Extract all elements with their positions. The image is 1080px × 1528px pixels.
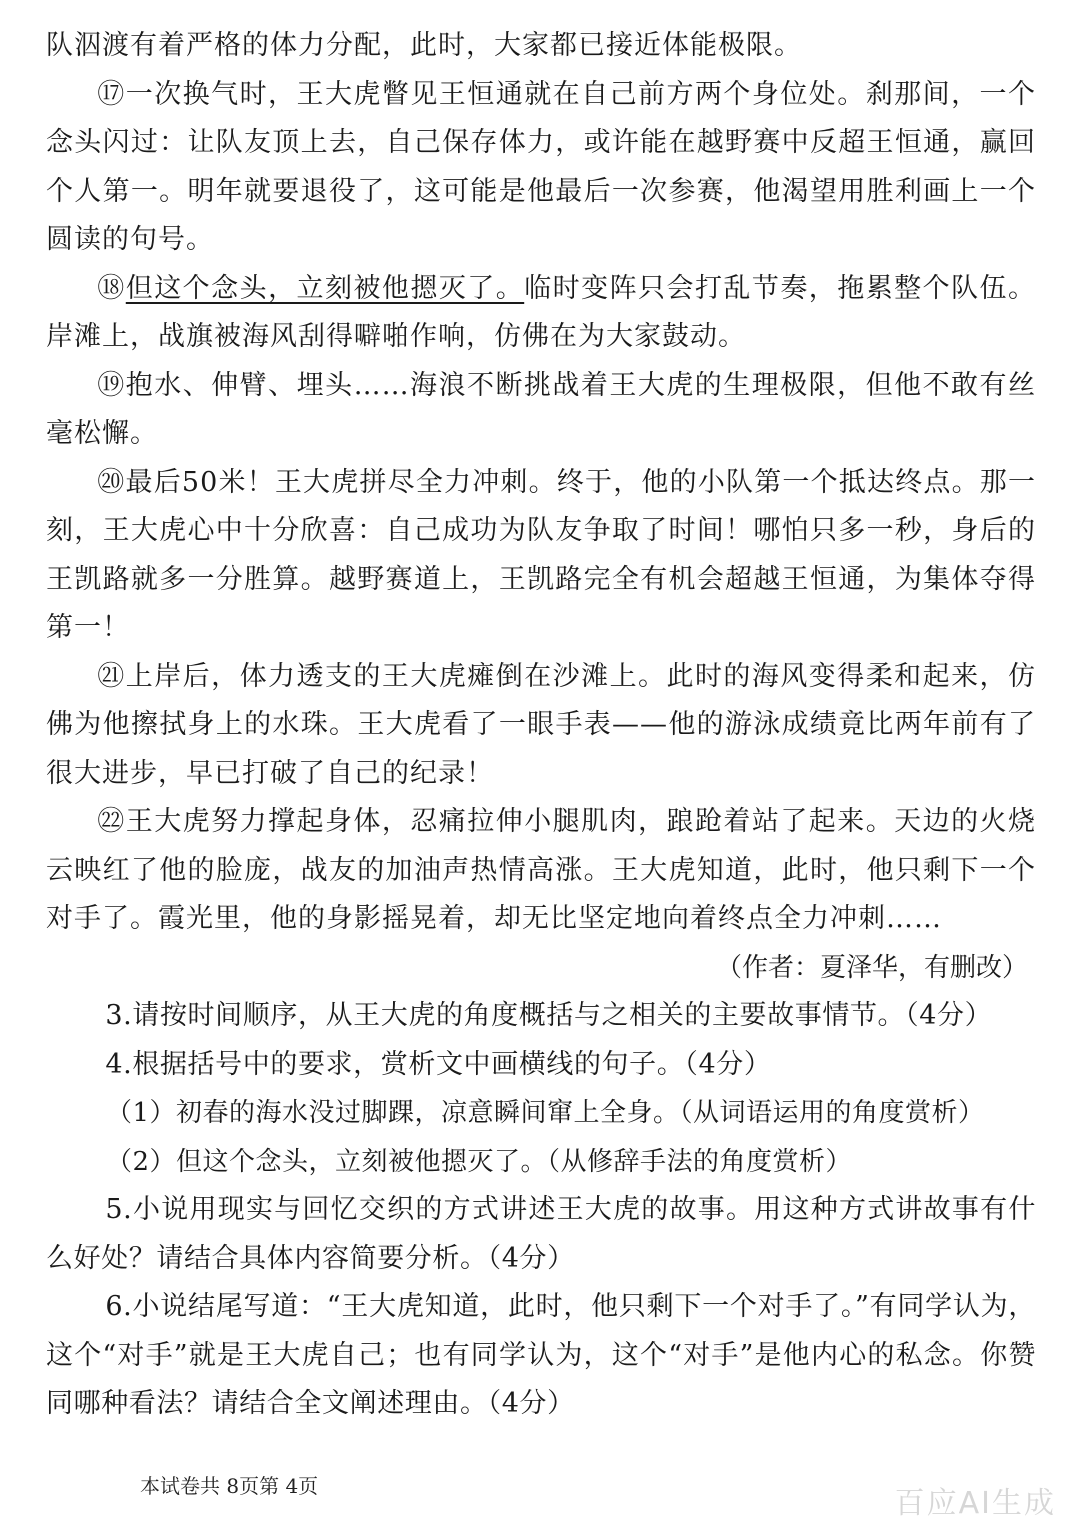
author-credit: （作者：夏泽华，有删改） <box>715 952 1028 983</box>
paragraph-21: ㉑上岸后，体力透支的王大虎瘫倒在沙滩上。此时的海风变得柔和起来，仿佛为他擦拭身上的水珠。王大虎看了一眼手表——他的游泳成绩竟比两年前有了很大进步，早已打破了自己的纪录！ <box>46 660 1036 789</box>
question-6: 6.小说结尾写道：“王大虎知道，此时，他只剩下一个对手了。”有同学认为，这个“对手”就是王大虎自己；也有同学认为，这个“对手”是他内心的私念。你赞同哪种看法？请结合全文阐述理由。（4分） <box>46 1291 1036 1419</box>
paragraph-18-rest: 临时变阵只会打乱节奏，拖累整个队伍。岸滩上，战旗被海风刮得噼啪作响，仿佛在为大家鼓动。 <box>46 272 1037 352</box>
paragraph-19: ⑲抱水、伸臂、埋头……海浪不断挑战着王大虎的生理极限，但他不敢有丝毫松懈。 <box>46 369 1036 449</box>
question-4-part-1: （1）初春的海水没过脚踝，凉意瞬间窜上全身。（从词语运用的角度赏析） <box>106 1098 985 1128</box>
question-3: 3.请按时间顺序，从王大虎的角度概括与之相关的主要故事情节。（4分） <box>105 1000 993 1031</box>
paragraph-22: ㉒王大虎努力撑起身体，忍痛拉伸小腿肌肉，踉跄着站了起来。天边的火烧云映红了他的脸庞，战友的加油声热情高涨。王大虎知道，此时，他只剩下一个对手了。霞光里，他的身影摇晃着，却无比坚定地向着终点全力冲刺…… <box>46 806 1036 934</box>
question-4: 4.根据括号中的要求，赏析文中画横线的句子。（4分） <box>105 1048 772 1080</box>
paragraph-18-mark: ⑱ <box>97 272 126 304</box>
question-5: 5.小说用现实与回忆交织的方式讲述王大虎的故事。用这种方式讲故事有什么好处？请结合具体内容简要分析。（4分） <box>46 1194 1036 1274</box>
paragraph-20: ⑳最后50米！王大虎拼尽全力冲刺。终于，他的小队第一个抵达终点。那一刻，王大虎心中十分欣喜：自己成功为队友争取了时间！哪怕只多一秒，身后的王凯路就多一分胜算。越野赛道上，王凯路完全有机会超越王恒通，为集体夺得第一！ <box>46 466 1036 643</box>
underlined-sentence: 但这个念头，立刻被他摁灭了。 <box>125 272 525 304</box>
paragraph-17: ⑰一次换气时，王大虎瞥见王恒通就在自己前方两个身位处。刹那间，一个念头闪过：让队友顶上去，自己保存体力，或许能在越野赛中反超王恒通，赢回个人第一。明年就要退役了，这可能是他最后一次参赛，他渴望用胜利画上一个圆读的句号。 <box>46 78 1036 255</box>
watermark: 百应AI生成 <box>894 1486 1056 1521</box>
page-footer: 本试卷共 8页第 4页 <box>140 1474 319 1498</box>
exam-page <box>46 22 1036 1429</box>
paragraph-16-tail: 队泅渡有着严格的体力分配，此时，大家都已接近体能极限。 <box>46 30 802 61</box>
paragraph-18 <box>46 265 1036 362</box>
question-4-part-2: （2）但这个念头，立刻被他摁灭了。（从修辞手法的角度赏析） <box>106 1146 853 1177</box>
